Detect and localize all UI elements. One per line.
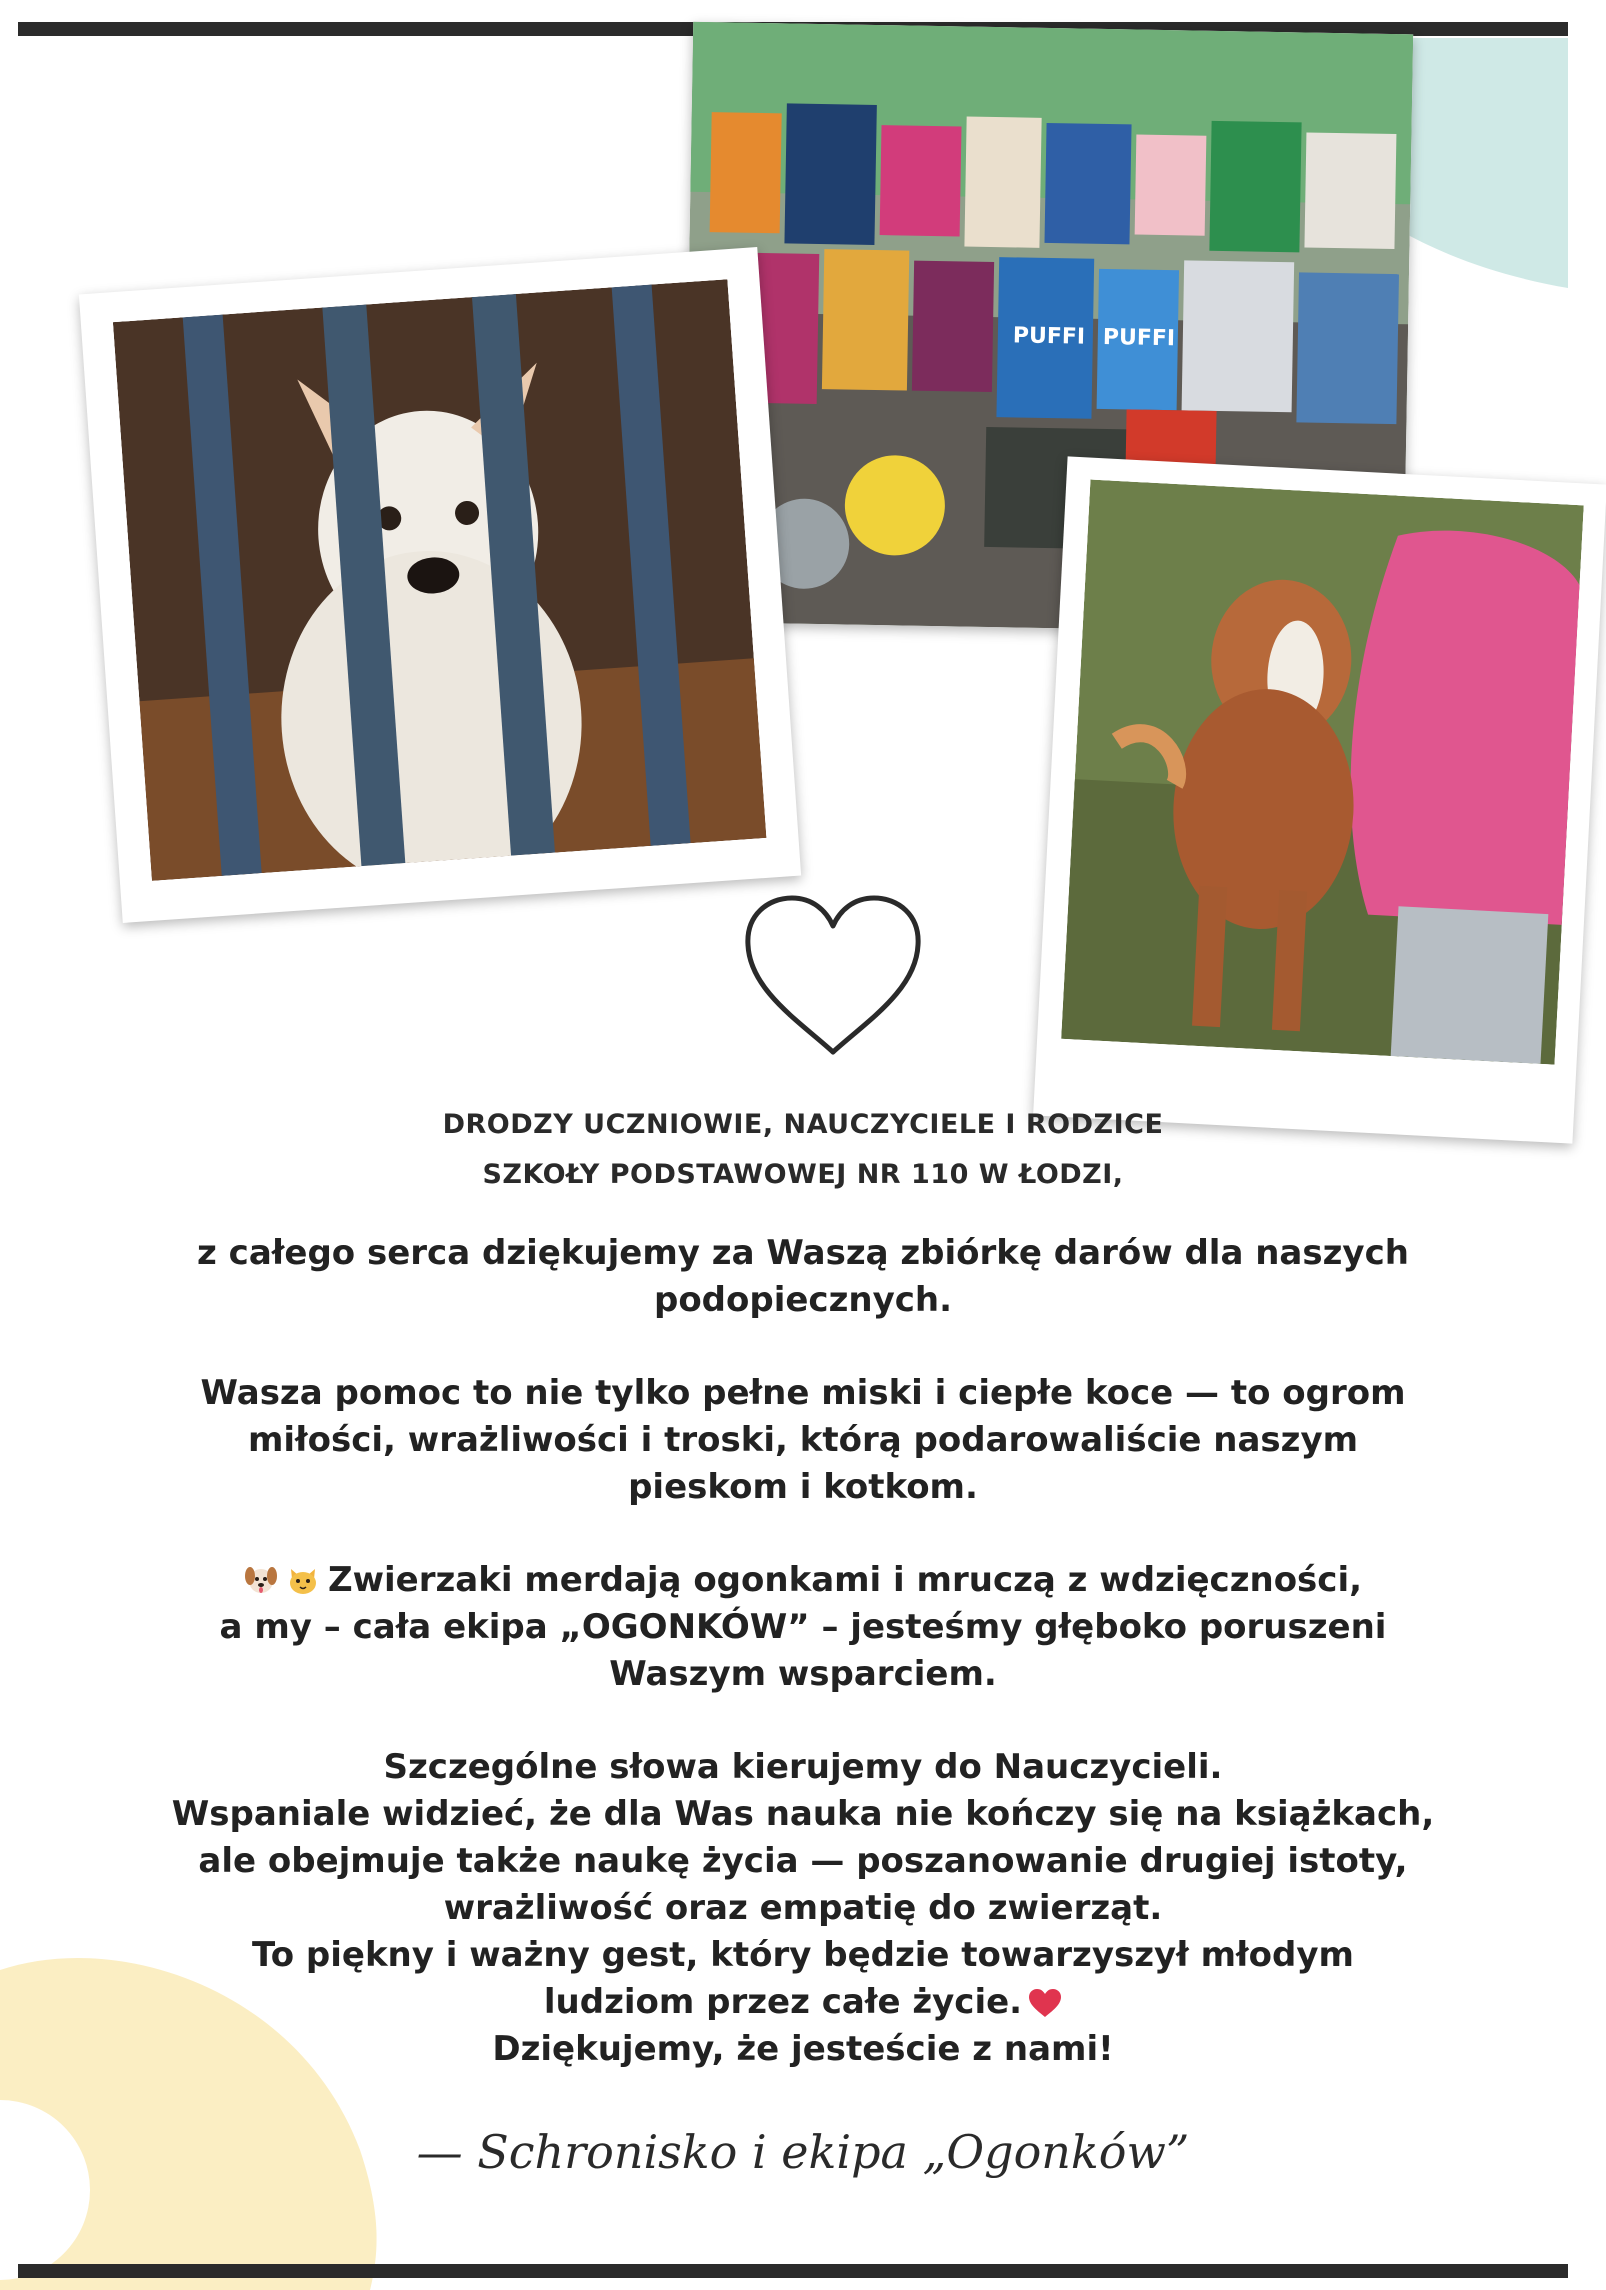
dog-face-emoji-icon xyxy=(244,1563,278,1597)
text-line: a my – cała ekipa „OGONKÓW” – jesteśmy głęboko poruszeni xyxy=(219,1607,1387,1647)
cat-face-emoji-icon xyxy=(286,1563,320,1597)
heading-line: DRODZY UCZNIOWIE, NAUCZYCIELE I RODZICE xyxy=(442,1109,1164,1140)
girl-dog-photo-card xyxy=(1033,456,1606,1143)
text-line: ale obejmuje także naukę życia — poszanowanie drugiej istoty, xyxy=(198,1841,1408,1881)
heart-outline-icon xyxy=(740,890,926,1060)
paragraph-help xyxy=(80,1370,1526,1511)
signature: — Schronisko i ekipa „Ogonków” xyxy=(416,2125,1190,2179)
text-line: ludziom przez całe życie. xyxy=(543,1982,1023,2022)
text-line: To piękny i ważny gest, który będzie towarzyszył młodym xyxy=(252,1935,1354,1975)
text-line: Wasza pomoc to nie tylko pełne miski i ciepłe koce — to ogrom xyxy=(200,1373,1406,1413)
girl-hugging-dog-photo xyxy=(1061,480,1584,1065)
paragraph-teachers xyxy=(80,1744,1526,2073)
text-line: Wspaniale widzieć, że dla Was nauka nie kończy się na książkach, xyxy=(171,1794,1435,1834)
text-line: Dziękujemy, że jesteście z nami! xyxy=(492,2029,1114,2069)
text-line: wrażliwość oraz empatię do zwierząt. xyxy=(443,1888,1163,1928)
paragraph-thanks xyxy=(80,1230,1526,1324)
text-line: Waszym wsparciem. xyxy=(609,1654,997,1694)
text-line: podopiecznych. xyxy=(653,1280,953,1320)
text-line: Szczególne słowa kierujemy do Nauczycieli. xyxy=(383,1747,1223,1787)
text-line: z całego serca dziękujemy za Waszą zbiórkę darów dla naszych xyxy=(197,1233,1409,1273)
bottom-border-bar xyxy=(18,2264,1568,2278)
dog-behind-fence-photo xyxy=(113,279,767,881)
food-bag-label: PUFFI xyxy=(1102,324,1176,352)
dog-photo-card xyxy=(79,247,801,923)
text-line: miłości, wrażliwości i troski, którą podarowaliście naszym xyxy=(247,1420,1359,1460)
heading-line: SZKOŁY PODSTAWOWEJ NR 110 W ŁODZI, xyxy=(482,1159,1124,1190)
text-line: pieskom i kotkom. xyxy=(628,1467,978,1507)
paragraph-animals xyxy=(80,1557,1526,1698)
text-line: Zwierzaki merdają ogonkami i mruczą z wdzięczności, xyxy=(327,1560,1363,1600)
letter-heading xyxy=(200,1100,1406,1200)
red-heart-emoji-icon xyxy=(1028,1988,1062,2018)
food-bag-label: PUFFI xyxy=(1012,323,1086,350)
letter-body xyxy=(80,1230,1526,2073)
